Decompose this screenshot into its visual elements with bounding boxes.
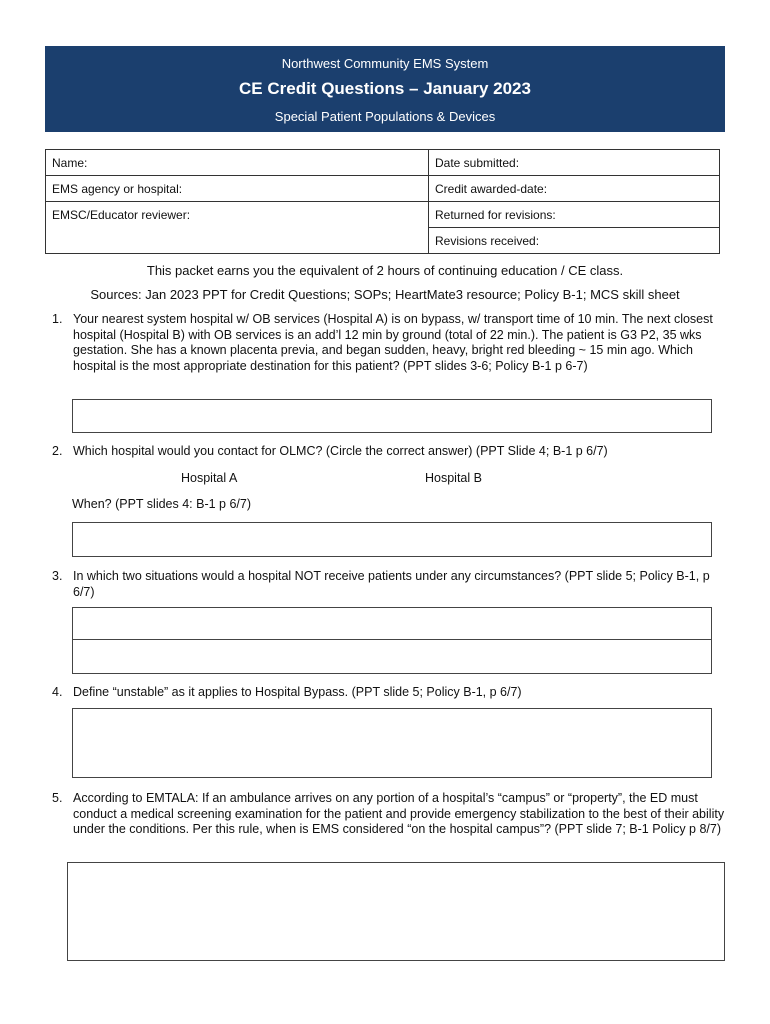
answer-box-3b[interactable] [72,639,712,674]
date-submitted-field[interactable]: Date submitted: [429,150,720,176]
question-number: 3. [52,569,63,583]
question-number: 1. [52,312,63,326]
followup-question: When? (PPT slides 4: B-1 p 6/7) [72,497,252,511]
question-number: 4. [52,685,63,699]
returned-field[interactable]: Returned for revisions: [429,202,720,228]
info-table [45,149,720,254]
answer-box-2[interactable] [72,522,712,557]
question-3 [52,569,727,600]
document-title: CE Credit Questions – January 2023 [239,79,531,98]
revisions-received-field[interactable]: Revisions received: [429,228,720,254]
question-4 [52,685,727,701]
document-subtitle: Special Patient Populations & Devices [274,109,496,124]
question-text: According to EMTALA: If an ambulance arrives on any portion of a hospital’s “campus” or “property”, the ED must conduct a medical screening examination for the patient and provide emergency stabilization to the best of their ability under the conditions. Per this rule, when is EMS considered “on the hospital campus”? (PPT slide 7; B-1 Policy p 8/7) [73,791,725,836]
credit-awarded-field[interactable]: Credit awarded-date: [429,176,720,202]
organization-name: Northwest Community EMS System [281,56,489,71]
question-text: Your nearest system hospital w/ OB services (Hospital A) is on bypass, w/ transport time of 10 min. The next closest hospital (Hospital B) with OB services is an add’l 12 min by ground (total of 22 min.). The patient is G3 P2, 35 wks gestation. She has a known placenta previa, and began sudden, heavy, bright red bleeding ~ 15 min ago. Which hospital is the most appropriate destination for this patient? (PPT slides 3-6; Policy B-1 p 6-7) [73,312,713,373]
question-1 [52,312,727,374]
answer-box-4[interactable] [72,708,712,778]
credit-statement: This packet earns you the equivalent of 2 hours of continuing education / CE class. [146,263,624,278]
reviewer-field[interactable]: EMSC/Educator reviewer: [46,202,429,254]
option-hospital-b[interactable]: Hospital B [425,471,482,485]
question-number: 5. [52,791,63,805]
option-hospital-a[interactable]: Hospital A [181,471,238,485]
document-header [45,46,725,132]
question-number: 2. [52,444,63,458]
question-2 [52,444,727,460]
name-field[interactable]: Name: [46,150,429,176]
question-text: In which two situations would a hospital NOT receive patients under any circumstances? (PPT slide 5; Policy B-1, p 6/7) [73,569,710,599]
sources-line: Sources: Jan 2023 PPT for Credit Questions; SOPs; HeartMate3 resource; Policy B-1; MCS skill sheet [90,287,680,302]
answer-box-5[interactable] [67,862,725,961]
question-text: Which hospital would you contact for OLMC? (Circle the correct answer) (PPT Slide 4; B-1 p 6/7) [73,444,608,458]
question-text: Define “unstable” as it applies to Hospital Bypass. (PPT slide 5; Policy B-1, p 6/7) [73,685,522,699]
answer-box-1[interactable] [72,399,712,433]
agency-field[interactable]: EMS agency or hospital: [46,176,429,202]
question-5 [52,791,727,838]
answer-box-3a[interactable] [72,607,712,641]
